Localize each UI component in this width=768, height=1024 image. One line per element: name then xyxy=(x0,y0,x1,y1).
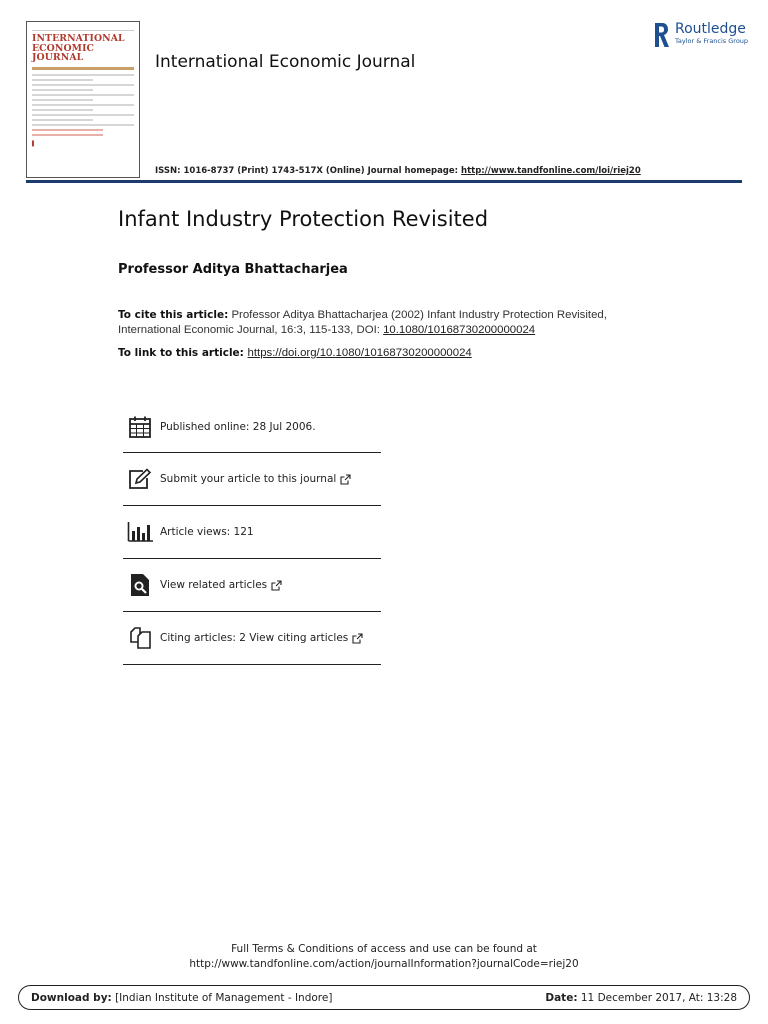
external-link-icon xyxy=(271,580,282,591)
cover-logo: ▌ xyxy=(32,140,36,147)
publisher-subtitle: Taylor & Francis Group xyxy=(675,37,749,45)
publisher-logo xyxy=(653,21,748,51)
cite-label: To cite this article: xyxy=(118,309,229,321)
citing-text: Citing articles: 2 View citing articles xyxy=(160,632,349,644)
cover-accent-bar xyxy=(32,67,134,70)
date-label: Date: xyxy=(545,991,578,1004)
citation-block xyxy=(118,308,648,337)
cover-title: INTERNATIONAL ECONOMIC JOURNAL xyxy=(32,33,125,63)
external-link-icon xyxy=(340,474,351,485)
article-url-link[interactable]: https://doi.org/10.1080/10168730200000024 xyxy=(247,347,472,359)
copy-documents-icon xyxy=(126,625,153,651)
download-label: Download by: xyxy=(31,991,112,1004)
terms-url[interactable]: http://www.tandfonline.com/action/journalInformation?journalCode=riej20 xyxy=(189,958,579,970)
published-row xyxy=(123,402,381,453)
date-value: 11 December 2017, At: 13:28 xyxy=(577,991,737,1004)
link-label: To link to this article: xyxy=(118,347,248,359)
calendar-icon xyxy=(126,414,153,440)
article-link-line xyxy=(118,347,472,359)
views-row xyxy=(123,506,381,559)
header-divider xyxy=(26,180,742,183)
download-value: [Indian Institute of Management - Indore] xyxy=(111,991,333,1004)
article-info-list xyxy=(123,402,381,665)
external-link-icon xyxy=(352,633,363,644)
submit-text: Submit your article to this journal xyxy=(160,473,337,485)
routledge-r-icon xyxy=(653,21,670,49)
published-text: Published online: 28 Jul 2006. xyxy=(160,421,316,433)
journal-title: International Economic Journal xyxy=(155,52,416,72)
publisher-name: Routledge xyxy=(675,21,746,37)
edit-icon xyxy=(126,466,153,492)
bar-chart-icon xyxy=(126,519,153,545)
article-author: Professor Aditya Bhattacharjea xyxy=(118,262,348,277)
terms-line-1: Full Terms & Conditions of access and use can be found at xyxy=(231,943,537,955)
document-search-icon xyxy=(126,572,153,598)
download-date xyxy=(545,992,737,1004)
issn-line xyxy=(155,166,641,176)
submit-row[interactable] xyxy=(123,453,381,506)
cite-text: Professor Aditya Bhattacharjea (2002) Infant Industry Protection Revisited, International Economic Journal, 16:3, 115-133, DOI: xyxy=(118,309,607,336)
related-text: View related articles xyxy=(160,579,268,591)
journal-homepage-link[interactable]: http://www.tandfonline.com/loi/riej20 xyxy=(461,166,641,176)
terms-notice xyxy=(0,942,768,972)
citing-row[interactable] xyxy=(123,612,381,665)
views-text: Article views: 121 xyxy=(160,526,254,538)
journal-cover-thumbnail xyxy=(26,21,140,178)
issn-text: ISSN: 1016-8737 (Print) 1743-517X (Online) Journal homepage: xyxy=(155,166,462,176)
related-row[interactable] xyxy=(123,559,381,612)
doi-link[interactable]: 10.1080/10168730200000024 xyxy=(383,323,536,336)
cover-top-rule xyxy=(32,26,134,31)
article-title: Infant Industry Protection Revisited xyxy=(118,207,489,231)
download-by xyxy=(31,992,332,1004)
download-info-bar xyxy=(18,985,750,1010)
